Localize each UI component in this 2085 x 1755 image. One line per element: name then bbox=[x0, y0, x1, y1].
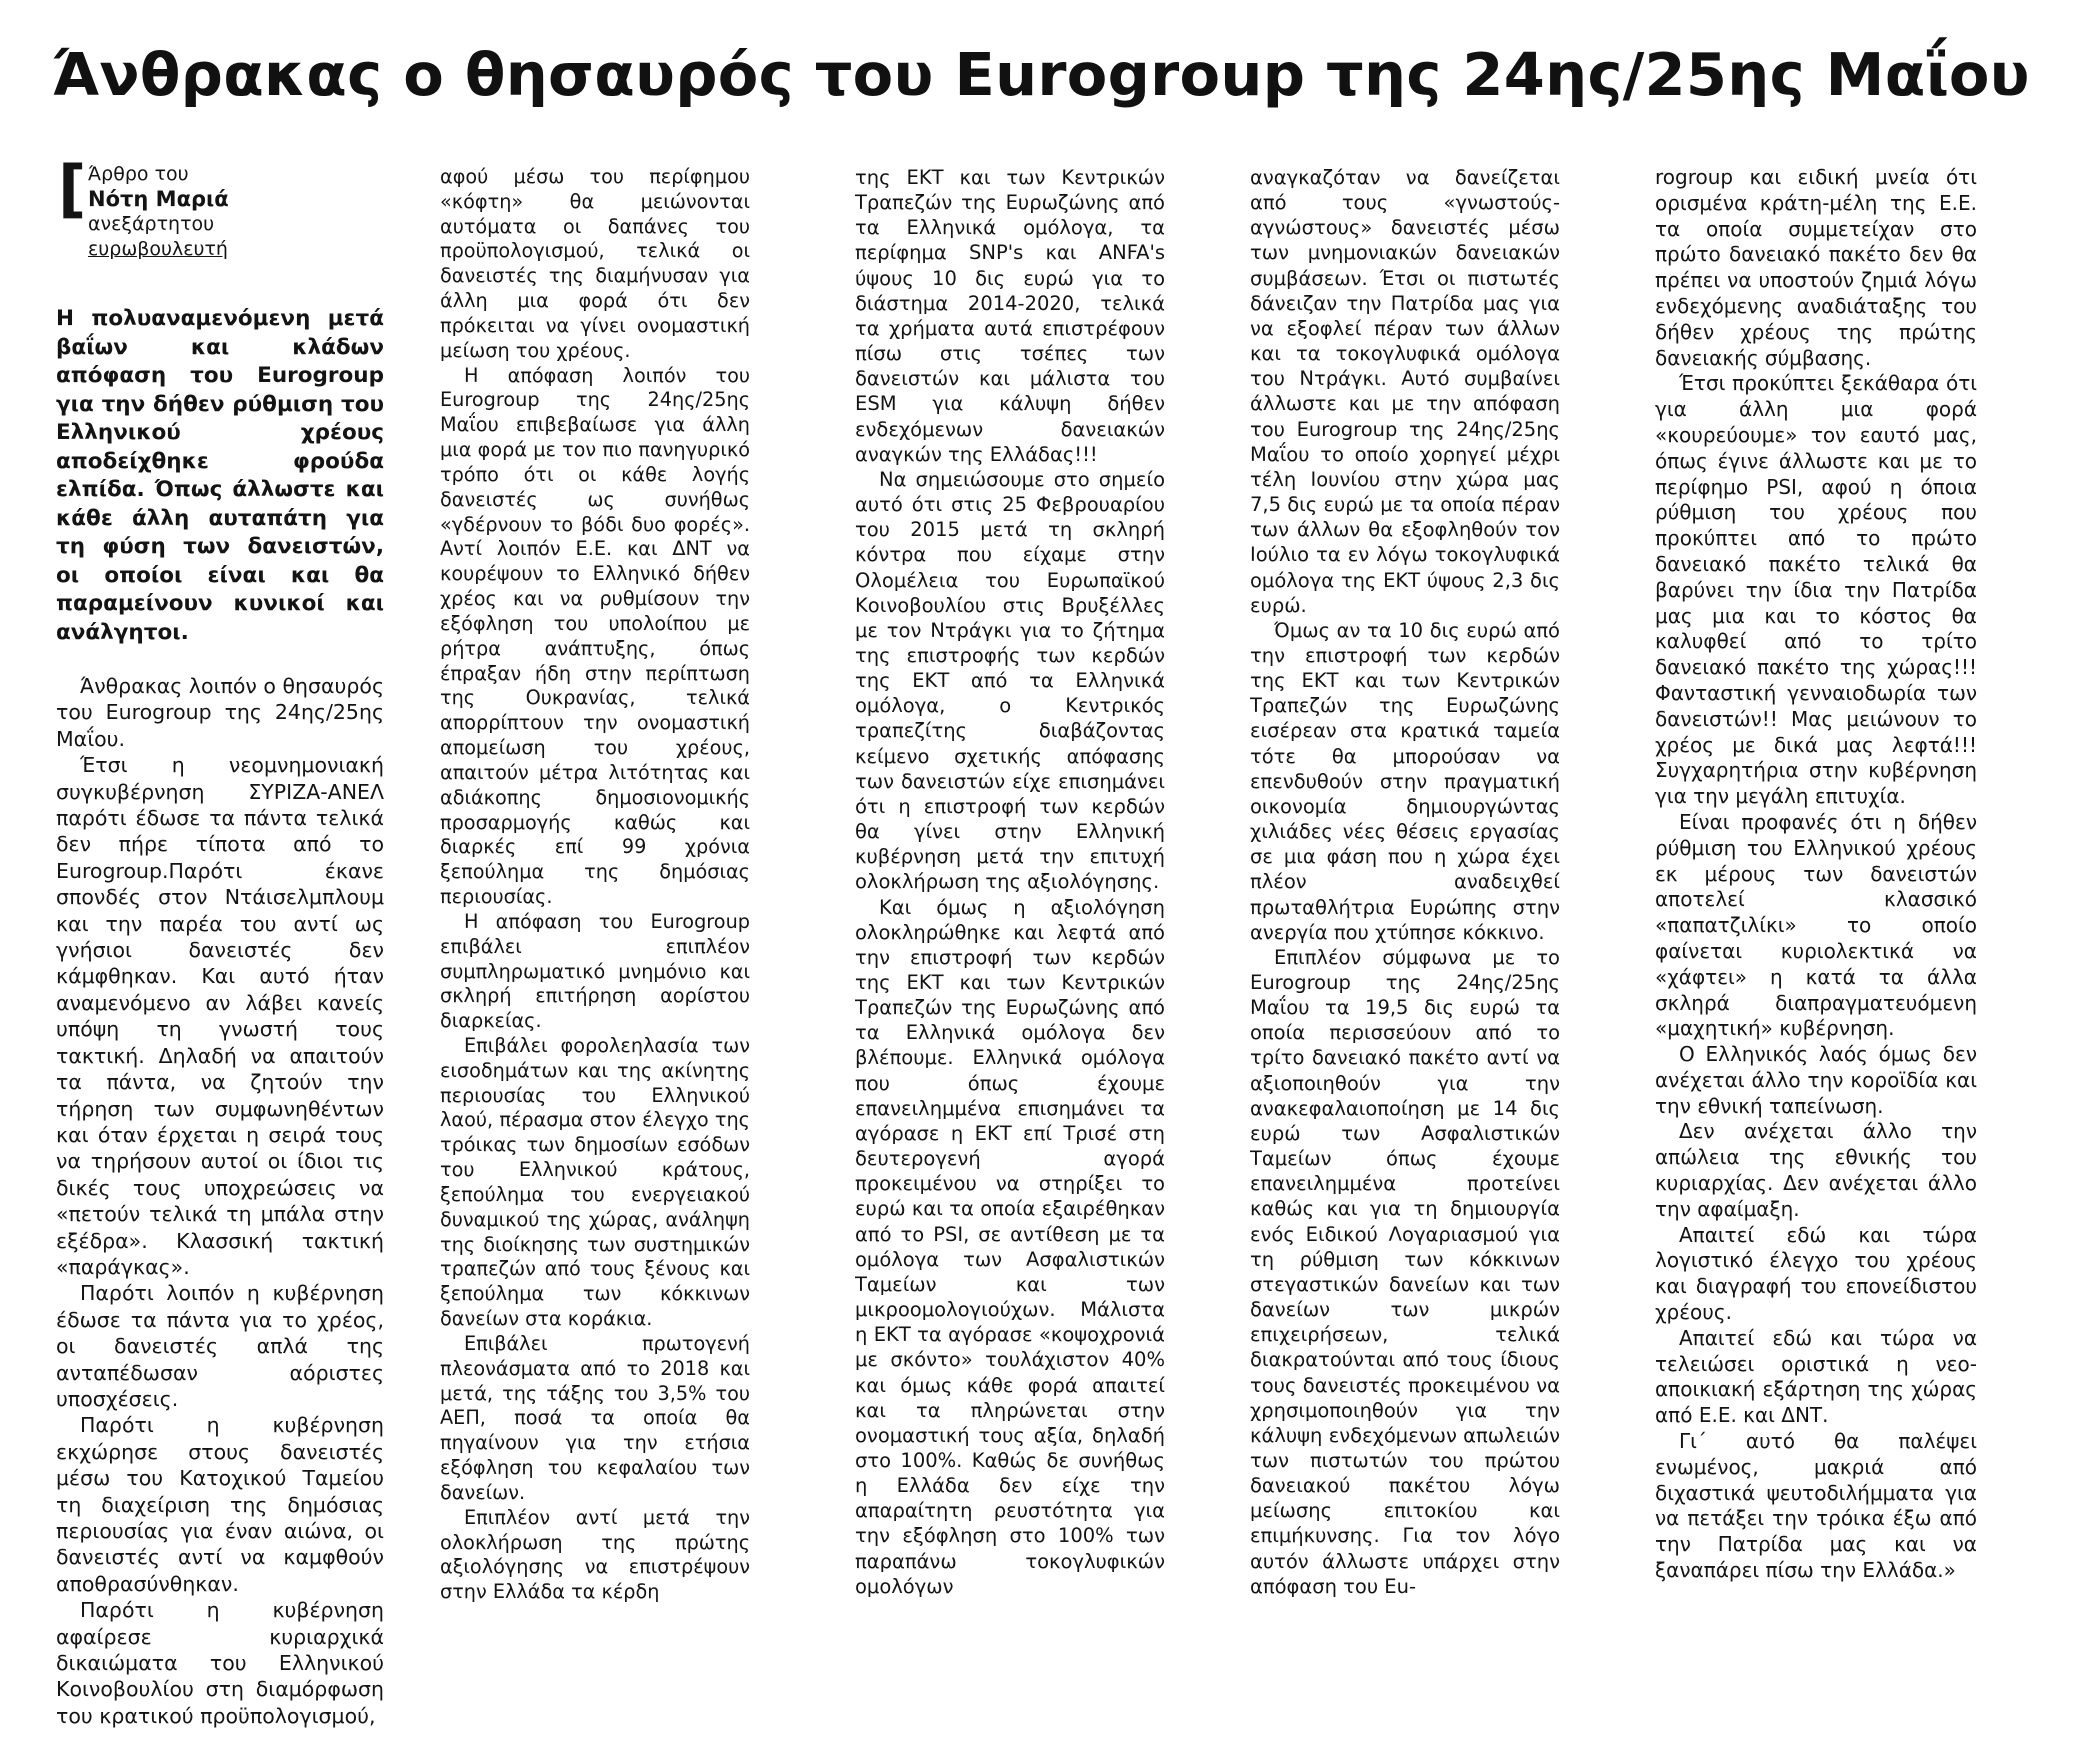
paragraph: Επιπλέον σύμφωνα με το Eurogroup της 24ης/25ης Μαΐου τα 19,5 δις ευρώ τα οποία περισσεύουν από το τρίτο δανειακό πακέτο αντί να αξιοποιηθούν για την ανακεφαλαιοποίηση με 14 δις ευρώ των Ασφαλιστικών Ταμείων όπως έχουμε επανειλημμένα προτείνει καθώς και για τη δημιουργία ενός Ειδικού Λογαριασμού για τη ρύθμιση των κόκκινων στεγαστικών δανείων και των δανείων των μικρών επιχειρήσεων, τελικά διακρατούνται από τους ίδιους τους δανειστές προκειμένου να χρησιμοποιηθούν για την κάλυψη ενδεχόμενων απωλειών των πιστωτών του πρώτου δανειακού πακέτου λόγω μείωσης επιτοκίου και επιμήκυνσης. Για τον λόγο αυτόν άλλωστε υπάρχει στην απόφαση του Eu- bbox=[1250, 945, 1560, 1598]
article-column-1 bbox=[56, 305, 384, 1755]
paragraph: της ΕΚΤ και των Κεντρικών Τραπεζών της Ευρωζώνης από τα Ελληνικά ομόλογα, τα περίφημα SNP's και ANFA's ύψους 10 δις ευρώ για το διάστημα 2014-2020, τελικά τα χρήματα αυτά επιστρέφουν πίσω στις τσέπες των δανειστών και μάλιστα του ESM για κάλυψη δήθεν ενδεχόμενων δανειακών αναγκών της Ελλάδας!!! bbox=[855, 166, 1165, 466]
paragraph: Επιβάλει πρωτογενή πλεονάσματα από το 2018 και μετά, της τάξης του 3,5% του ΑΕΠ, ποσά τα οποία θα πηγαίνουν για την ετήσια εξόφληση του κεφαλαίου των δανείων. bbox=[440, 1331, 750, 1504]
paragraph: Παρότι η κυβέρνηση αφαίρεσε κυριαρχικά δικαιώματα του Ελληνικού Κοινοβουλίου στη διαμόρφωση του κρατικού προϋπολογισμού, bbox=[56, 1598, 384, 1728]
paragraph: Η απόφαση λοιπόν του Eurogroup της 24ης/25ης Μαΐου επιβεβαίωσε για άλλη μια φορά με τον πιο πανηγυρικό τρόπο ότι οι κάθε λογής δανειστές ως συνήθως «γδέρνουν το βόδι δυο φορές». Αντί λοιπόν Ε.Ε. και ΔΝΤ να κουρέψουν το Ελληνικό δήθεν χρέος και να ρυθμίσουν την εξόφληση του υπολοίπου με ρήτρα ανάπτυξης, όπως έπραξαν ήδη στην περίπτωση της Ουκρανίας, τελικά απορρίπτουν την ονομαστική απομείωση του χρέους, απαιτούν μέτρα λιτότητας και αδιάκοπης δημοσιονομικής προσαρμογής καθώς και διαρκές επί 99 χρόνια ξεπούλημα της δημόσιας περιουσίας. bbox=[440, 363, 750, 909]
paragraph: Παρότι η κυβέρνηση εκχώρησε στους δανειστές μέσω του Κατοχικού Ταμείου τη διαχείριση της δημόσιας περιουσίας για έναν αιώνα, οι δανειστές αντί να καμφθούν αποθρασύνθηκαν. bbox=[56, 1413, 384, 1596]
paragraph: αφού μέσω του περίφημου «κόφτη» θα μειώνονται αυτόματα οι δαπάνες του προϋπολογισμού, τελικά οι δανειστές της διαμήνυσαν για άλλη μια φορά ότι δεν πρόκειται να γίνει ονομαστική μείωση του χρέους. bbox=[440, 165, 750, 362]
paragraph: Απαιτεί εδώ και τώρα λογιστικό έλεγχο του χρέους και διαγραφή του επονείδιστου χρέους. bbox=[1655, 1222, 1977, 1325]
paragraph: Να σημειώσουμε στο σημείο αυτό ότι στις 25 Φεβρουαρίου του 2015 μετά τη σκληρή κόντρα που είχαμε στην Ολομέλεια του Ευρωπαϊκού Κοινοβουλίου στις Βρυξέλλες με τον Ντράγκι για το ζήτημα της επιστροφής των κερδών της ΕΚΤ από τα Ελληνικά ομόλογα, ο Κεντρικός τραπεζίτης διαβάζοντας κείμενο σχετικής απόφασης των δανειστών είχε επισημάνει ότι η επιστροφή των κερδών θα γίνει στην Ελληνική κυβέρνηση μετά την επιτυχή ολοκλήρωση της αξιολόγησης. bbox=[855, 467, 1165, 894]
paragraph: Όμως αν τα 10 δις ευρώ από την επιστροφή των κερδών της ΕΚΤ και των Κεντρικών Τραπεζών της Ευρωζώνης εισέρεαν στα κρατικά ταμεία τότε θα μπορούσαν να επενδυθούν στην πραγματική οικονομία δημιουργώντας χιλιάδες νέες θέσεις εργασίας σε μια φάση που η χώρα έχει πλέον αναδειχθεί πρωταθλήτρια Ευρώπης στην ανεργία που χτύπησε κόκκινο. bbox=[1250, 618, 1560, 944]
article-column-5 bbox=[1655, 165, 1977, 1615]
byline-description: ανεξάρτητου ευρωβουλευτή bbox=[88, 213, 228, 260]
paragraph: Ο Ελληνικός λαός όμως δεν ανέχεται άλλο την κοροϊδία και την εθνική ταπείνωση. bbox=[1655, 1042, 1977, 1118]
byline-author: Νότη Μαριά bbox=[88, 187, 229, 211]
article-lead: Η πολυαναμενόμενη μετά βαΐων και κλάδων απόφαση του Eurogroup για την δήθεν ρύθμιση του Ελληνικού χρέους αποδείχθηκε φρούδα ελπίδα. Όπως άλλωστε και κάθε άλλη αυταπάτη για τη φύση των δανειστών, οι οποίοι είναι και θα παραμείνουν κυνικοί και ανάλγητοι. bbox=[56, 306, 384, 645]
article-column-4 bbox=[1250, 165, 1560, 1615]
paragraph: Έτσι προκύπτει ξεκάθαρα ότι για άλλη μια φορά «κουρεύουμε» τον εαυτό μας, όπως έγινε άλλωστε και με το περίφημο PSI, αφού η όποια ρύθμιση του χρέους που προκύπτει από το πρώτο δανειακό πακέτο τελικά θα βαρύνει την ίδια την Πατρίδα μας μια και το κόστος θα καλυφθεί από το τρίτο δανειακό πακέτο της χώρας!!! Φανταστική γενναιοδωρία των δανειστών!! Μας μειώνουν το χρέος με δικά μας λεφτά!!! Συγχαρητήρια στην κυβέρνηση για την μεγάλη επιτυχία. bbox=[1655, 371, 1977, 809]
article-headline: Άνθρακας ο θησαυρός του Eurogroup της 24ης/25ης Μαΐου bbox=[52, 40, 2030, 109]
paragraph: Και όμως η αξιολόγηση ολοκληρώθηκε και λεφτά από την επιστροφή των κερδών της ΕΚΤ και των Κεντρικών Τραπεζών της Ευρωζώνης από τα Ελληνικά ομόλογα δεν βλέπουμε. Ελληνικά ομόλογα που όπως έχουμε επανειλημμένα επισημάνει τα αγόρασε η ΕΚΤ επί Τρισέ στη δευτερογενή αγορά προκειμένου να στηρίξει το ευρώ και τα οποία εξαιρέθηκαν από το PSI, σε αντίθεση με τα ομόλογα των Ασφαλιστικών Ταμείων και των μικροομολογιούχων. Μάλιστα η ΕΚΤ τα αγόρασε «κοψοχρονιά με σκόντο» τουλάχιστον 40% και όμως κάθε φορά απαιτεί και τα πληρώνεται στην ονομαστική τους αξία, δηλαδή στο 100%. Καθώς δε συνήθως η Ελλάδα δεν είχε την απαραίτητη ρευστότητα για την εξόφληση στο 100% των παραπάνω τοκογλυφικών ομολόγων bbox=[855, 895, 1165, 1598]
byline-bracket: [ bbox=[58, 152, 87, 225]
paragraph: Απαιτεί εδώ και τώρα να τελειώσει οριστικά η νεο-αποικιακή εξάρτηση της χώρας από Ε.Ε. και ΔΝΤ. bbox=[1655, 1325, 1977, 1428]
paragraph: Έτσι η νεομνημονιακή συγκυβέρνηση ΣΥΡΙΖΑ-ΑΝΕΛ παρότι έδωσε τα πάντα τελικά δεν πήρε τίποτα από το Eurogroup.Παρότι έκανε σπονδές στον Ντάισελμπλουμ και την παρέα του αντί ως γνήσιοι δανειστές δεν κάμφθηκαν. Και αυτό ήταν αναμενόμενο αν λάβει κανείς υπόψη τη γνωστή τους τακτική. Δηλαδή να απαιτούν τα πάντα, να ζητούν την τήρηση των συμφωνηθέντων και όταν έρχεται η σειρά τους να τηρήσουν αυτοί οι ίδιοι τις δικές τους υποχρεώσεις να «πετούν τελικά τη μπάλα στην εξέδρα». Κλασσική τακτική «παράγκας». bbox=[56, 753, 384, 1279]
paragraph: Δεν ανέχεται άλλο την απώλεια της εθνικής του κυριαρχίας. Δεν ανέχεται άλλο την αφαίμαξη. bbox=[1655, 1119, 1977, 1221]
paragraph: Επιπλέον αντί μετά την ολοκλήρωση της πρώτης αξιολόγησης να επιστρέψουν στην Ελλάδα τα κέρδη bbox=[440, 1505, 750, 1604]
paragraph: Παρότι λοιπόν η κυβέρνηση έδωσε τα πάντα για το χρέος, οι δανειστές απλά της ανταπέδωσαν αόριστες υποσχέσεις. bbox=[56, 1281, 384, 1411]
paragraph: rogroup και ειδική μνεία ότι ορισμένα κράτη-μέλη της Ε.Ε. τα οποία συμμετείχαν στο πρώτο δανειακό πακέτο δεν θα πρέπει να υποστούν ζημιά λόγω ενδεχόμενης αναδιάταξης του δήθεν χρέους της πρώτης δανειακής σύμβασης. bbox=[1655, 165, 1977, 370]
byline-prefix: Άρθρο του bbox=[88, 163, 189, 185]
byline bbox=[58, 152, 358, 262]
paragraph: Η απόφαση του Eurogroup επιβάλει επιπλέον συμπληρωματικό μνημόνιο και σκληρή επιτήρηση αορίστου διαρκείας. bbox=[440, 909, 750, 1033]
article-column-2 bbox=[440, 165, 750, 1615]
paragraph: Είναι προφανές ότι η δήθεν ρύθμιση του Ελληνικού χρέους εκ μέρους των δανειστών αποτελεί κλασσικό «παπατζιλίκι» το οποίο φαίνεται κυριολεκτικά να «χάφτει» η κατά τα άλλα σκληρά διαπραγματευόμενη «μαχητική» κυβέρνηση. bbox=[1655, 809, 1977, 1041]
article-column-3 bbox=[855, 165, 1165, 1615]
paragraph: Γι΄ αυτό θα παλέψει ενωμένος, μακριά από διχαστικά ψευτοδιλήμματα για να πετάξει την τρόικα έξω από την Πατρίδα μας και να ξαναπάρει πίσω την Ελλάδα.» bbox=[1655, 1429, 1977, 1583]
paragraph: Επιβάλει φορολεηλασία των εισοδημάτων και της ακίνητης περιουσίας του Ελληνικού λαού, πέρασμα στον έλεγχο της τρόικας των δημοσίων εσόδων του Ελληνικού κράτους, ξεπούλημα του ενεργειακού δυναμικού της χώρας, ανάληψη της διοίκησης των συστημικών τραπεζών από τους ξένους και ξεπούλημα των κόκκινων δανείων στα κοράκια. bbox=[440, 1033, 750, 1331]
paragraph: Άνθρακας λοιπόν ο θησαυρός του Eurogroup της 24ης/25ης Μαΐου. bbox=[56, 674, 384, 751]
paragraph: αναγκαζόταν να δανείζεται από τους «γνωστούς-αγνώστους» δανειστές μέσω των μνημονιακών δανειακών συμβάσεων. Έτσι οι πιστωτές δάνειζαν την Πατρίδα μας για να εξοφλεί πέραν των άλλων και τα τοκογλυφικά ομόλογα του Ντράγκι. Αυτό συμβαίνει άλλωστε και με την απόφαση του Eurogroup της 24ης/25ης Μαΐου το οποίο χορηγεί μέχρι τέλη Ιουνίου στην χώρα μας 7,5 δις ευρώ με τα οποία πέραν των άλλων θα εξοφληθούν τον Ιούλιο τα εν λόγω τοκογλυφικά ομόλογα της ΕΚΤ ύψους 2,3 δις ευρώ. bbox=[1250, 166, 1560, 617]
